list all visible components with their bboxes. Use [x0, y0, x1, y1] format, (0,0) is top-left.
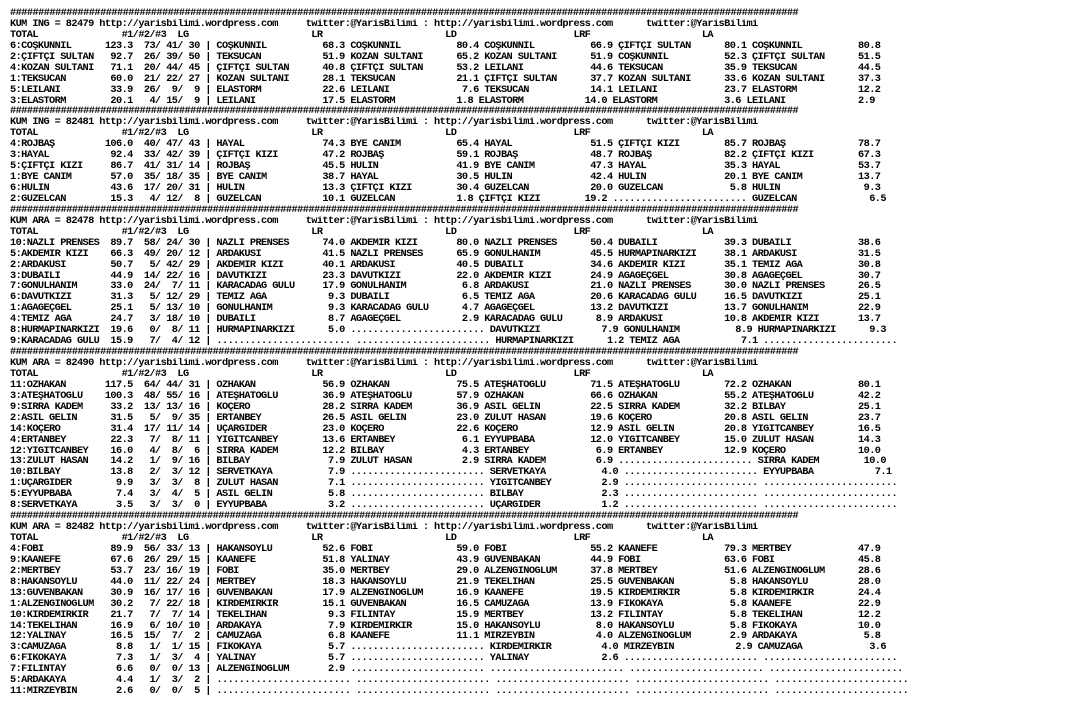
separator-line: ############################################################################################################################################ — [10, 106, 799, 118]
column-header-line: TOTAL #1/#2/#3 LG LR LD LRF LA — [10, 29, 713, 41]
race-header-line: KUM ING = 82481 http://yarisbilimi.wordpress.com twitter:@YarisBilimi : http://yarisbilimi.wordpress.com twitter:@YarisBilimi — [10, 117, 758, 129]
horse-row: 6:FİKOKAYA 7.3 1/ 3/ 4 | YALINAY 5.7 ........................ YALINAY 2.6 ........................ ........................ — [10, 653, 898, 665]
separator-line: ############################################################################################################################################ — [10, 204, 799, 216]
horse-row: 3:ATEŞHATOĞLU 100.3 48/ 55/ 16 | ATEŞHATOĞLU 36.9 ATEŞHATOĞLU 57.9 ÖZHAKAN 66.6 ÖZHAKAN 55.2 ATEŞHATOĞLU 42.2 — [10, 390, 881, 402]
horse-row: 8:HAKANSOYLU 44.0 11/ 22/ 24 | MERTBEY 18.3 HAKANSOYLU 21.9 TEKELİHAN 25.5 GÜVENBAKAN 5.8 HAKANSOYLU 28.0 — [10, 576, 881, 588]
column-header-line: TOTAL #1/#2/#3 LG LR LD LRF LA — [10, 128, 713, 140]
horse-row: 11:MİRZEYBİN 2.6 0/ 0/ 5 | ........................ ........................ ........................ ........................ ........................ — [10, 686, 909, 698]
column-header-line: TOTAL #1/#2/#3 LG LR LD LRF LA — [10, 226, 713, 238]
horse-row: 2:GÜZELCAN 15.3 4/ 12/ 8 | GÜZELCAN 10.1 GÜZELCAN 1.8 ÇİFTÇİ KIZI 19.2 ........................ GÜZELCAN 6.5 — [10, 193, 886, 205]
horse-row: 11:ÖZHAKAN 117.5 64/ 44/ 31 | ÖZHAKAN 56.9 ÖZHAKAN 75.5 ATEŞHATOĞLU 71.5 ATEŞHATOĞLU 72.2 ÖZHAKAN 80.1 — [10, 379, 881, 391]
horse-row: 3:CAMUZAĞA 8.8 1/ 1/ 15 | FİKOKAYA 5.7 ........................ KİRDEMİRKIR 4.0 MİRZEYBİN 2.9 CAMUZAĞA 3.6 — [10, 642, 886, 654]
horse-row: 8:HURMAPINARKIZI 19.6 0/ 8/ 11 | HURMAPINARKIZI 5.0 ........................ DAVUTKIZI 7.9 GÖNÜLHANIM 8.9 HURMAPINARKIZI 9.3 — [10, 325, 886, 337]
separator-line: ############################################################################################################################################ — [10, 8, 799, 19]
horse-row: 14:KOÇERO 31.4 17/ 11/ 14 | UÇARGİDER 23.0 KOÇERO 22.6 KOÇERO 12.9 ASİL GELİN 20.8 YİĞİTCANBEY 16.5 — [10, 423, 881, 435]
horse-row: 5:AKDEMİR KIZI 66.3 49/ 20/ 12 | ARDAKUSİ 41.5 NAZLI PRENSES 65.9 GÖNÜLHANIM 45.5 HURMAPINARKIZI 38.1 ARDAKUSİ 31.5 — [10, 248, 881, 260]
horse-row: 3:HAYAL 92.4 33/ 42/ 39 | ÇİFTÇİ KIZI 47.2 ROJBAŞ 59.1 ROJBAŞ 48.7 ROJBAŞ 82.2 ÇİFTÇİ KIZI 67.3 — [10, 150, 881, 162]
horse-row: 4:TEMİZ AĞA 24.7 3/ 18/ 10 | DUBAİLİ 8.7 AĞAGEÇGEL 2.9 KARACADAĞ GÜLÜ 8.9 ARDAKUSİ 10.8 AKDEMİR KIZI 13.7 — [10, 314, 881, 326]
horse-row: 10:BİLBAY 13.8 2/ 3/ 12 | SERVETKAYA 7.9 ........................ SERVETKAYA 4.0 ........................ EYYUPBABA 7.1 — [10, 467, 892, 479]
column-header-line: TOTAL #1/#2/#3 LG LR LD LRF LA — [10, 368, 713, 380]
horse-row: 7:FİLİNTAY 6.6 0/ 0/ 13 | ALZENGİNOĞLUM 2.9 ........................ ........................ ........................ ........................ — [10, 664, 903, 676]
horse-row: 6:HULİN 43.6 17/ 20/ 31 | HULİN 13.3 ÇİFTÇİ KIZI 30.4 GÜZELCAN 20.0 GÜZELCAN 5.8 HULİN 9.3 — [10, 183, 881, 194]
horse-row: 5:EYYUPBABA 7.4 3/ 4/ 5 | ASİL GELİN 5.8 ........................ BİLBAY 2.3 ........................ ........................ — [10, 489, 898, 501]
horse-row: 4:FOBİ 89.9 56/ 33/ 13 | HAKANSOYLU 52.6 FOBİ 59.0 FOBİ 55.2 KAANEFE 79.3 MERTBEY 47.9 — [10, 543, 881, 555]
horse-row: 4:ERTANBEY 22.3 7/ 8/ 11 | YİĞİTCANBEY 13.6 ERTANBEY 6.1 EYYUPBABA 12.0 YİĞİTCANBEY 15.0 ZULUT HASAN 14.3 — [10, 434, 881, 446]
horse-row: 12:YALINAY 16.5 15/ 7/ 2 | CAMUZAĞA 6.8 KAANEFE 11.1 MİRZEYBİN 4.0 ALZENGİNOĞLUM 2.9 ARDAKAYA 5.8 — [10, 631, 881, 643]
horse-row: 1:AĞAGEÇGEL 25.1 5/ 13/ 10 | GÖNÜLHANIM 9.3 KARACADAĞ GÜLÜ 4.7 AĞAGEÇGEL 13.2 DAVUTKIZI 13.7 GÖNÜLHANIM 22.9 — [10, 303, 881, 315]
horse-row: 1:TEKSUCAN 60.0 21/ 22/ 27 | KOZAN SULTANI 28.1 TEKSUCAN 21.1 ÇİFTÇİ SULTAN 37.7 KOZAN SULTANI 33.6 KOZAN SULTANI 37.3 — [10, 73, 881, 85]
race-stats-document — [10, 8, 1077, 697]
horse-row: 5:ARDAKAYA 4.4 1/ 3/ 2 | ........................ ........................ ........................ ........................ ........................ — [10, 675, 909, 687]
horse-row: 1:BYE CANIM 57.0 35/ 18/ 35 | BYE CANIM 38.7 HAYAL 30.5 HULİN 42.4 HULİN 20.1 BYE CANIM 13.7 — [10, 172, 881, 183]
horse-row: 2:ÇİFTÇİ SULTAN 92.7 26/ 39/ 50 | TEKSUCAN 51.9 KOZAN SULTANI 65.2 KOZAN SULTANI 51.9 COŞKUNNİL 52.3 ÇİFTÇİ SULTAN 51.5 — [10, 51, 881, 63]
horse-row: 6:COŞKUNNİL 123.3 73/ 41/ 30 | COŞKUNNİL 68.3 COŞKUNNİL 80.4 COŞKUNNİL 66.9 ÇİFTÇİ SULTAN 80.1 COŞKUNNİL 80.8 — [10, 40, 881, 52]
horse-row: 3:ELASTORM 20.1 4/ 15/ 9 | LEILANI 17.5 ELASTORM 1.8 ELASTORM 14.0 ELASTORM 3.6 LEILANI 2.9 — [10, 95, 875, 107]
horse-row: 10:KİRDEMİRKIR 21.7 7/ 7/ 14 | TEKELİHAN 9.3 FİLİNTAY 15.9 MERTBEY 13.2 FİLİNTAY 5.8 TEKELİHAN 12.2 — [10, 609, 881, 621]
horse-row: 10:NAZLI PRENSES 89.7 58/ 24/ 30 | NAZLI PRENSES 74.0 AKDEMİR KIZI 80.0 NAZLI PRENSES 50.4 DUBAİLİ 39.3 DUBAİLİ 38.6 — [10, 237, 881, 249]
horse-row: 14:TEKELİHAN 16.9 6/ 10/ 10 | ARDAKAYA 7.9 KİRDEMİRKIR 15.0 HAKANSOYLU 8.0 HAKANSOYLU 5.8 FİKOKAYA 10.0 — [10, 620, 881, 632]
horse-row: 9:KAANEFE 67.6 26/ 29/ 15 | KAANEFE 51.8 YALINAY 43.9 GÜVENBAKAN 44.9 FOBİ 63.6 FOBİ 45.8 — [10, 554, 881, 566]
horse-row: 12:YİĞİTCANBEY 16.0 4/ 8/ 6 | SIRRA KADEM 12.2 BİLBAY 4.3 ERTANBEY 6.9 ERTANBEY 12.9 KOÇERO 10.0 — [10, 445, 881, 457]
race-header-line: KUM ARA = 82478 http://yarisbilimi.wordpress.com twitter:@YarisBilimi : http://yarisbilimi.wordpress.com twitter:@YarisBilimi — [10, 215, 758, 227]
horse-row: 8:SERVETKAYA 3.5 3/ 3/ 0 | EYYUPBABA 3.2 ........................ UÇARGİDER 1.2 ........................ ........................ — [10, 500, 898, 512]
horse-row: 3:DUBAİLİ 44.9 14/ 22/ 16 | DAVUTKIZI 23.3 DAVUTKIZI 22.0 AKDEMİR KIZI 24.9 AĞAGEÇGEL 30.8 AĞAGEÇGEL 30.7 — [10, 270, 881, 282]
separator-line: ############################################################################################################################################ — [10, 347, 799, 358]
race-header-line: KUM ARA = 82490 http://yarisbilimi.wordpress.com twitter:@YarisBilimi : http://yarisbilimi.wordpress.com twitter:@YarisBilimi — [10, 358, 758, 369]
horse-row: 4:KOZAN SULTANI 71.1 20/ 44/ 45 | ÇİFTÇİ SULTAN 40.8 ÇİFTÇİ SULTAN 53.2 LEILANI 44.6 TEKSUCAN 35.9 TEKSUCAN 44.5 — [10, 62, 881, 74]
horse-row: 9:SIRRA KADEM 33.2 13/ 13/ 16 | KOÇERO 28.2 SIRRA KADEM 36.9 ASİL GELİN 22.5 SIRRA KADEM 32.2 BİLBAY 25.1 — [10, 401, 881, 413]
horse-row: 1:ALZENGİNOĞLUM 30.2 7/ 22/ 18 | KİRDEMİRKIR 15.1 GÜVENBAKAN 16.5 CAMUZAĞA 13.9 FİKOKAYA 5.8 KAANEFE 22.9 — [10, 598, 881, 610]
horse-row: 5:ÇİFTÇİ KIZI 86.7 41/ 31/ 14 | ROJBAŞ 45.5 HULİN 41.9 BYE CANIM 47.3 HAYAL 35.3 HAYAL 53.7 — [10, 161, 881, 173]
horse-row: 2:ASİL GELİN 31.5 5/ 9/ 35 | ERTANBEY 26.5 ASİL GELİN 23.0 ZULUT HASAN 19.6 KOÇERO 20.8 ASİL GELİN 23.7 — [10, 412, 881, 424]
horse-row: 7:GÖNÜLHANIM 33.0 24/ 7/ 11 | KARACADAĞ GÜLÜ 17.9 GÖNÜLHANIM 6.8 ARDAKUSİ 21.0 NAZLI PRENSES 30.0 NAZLI PRENSES 26.5 — [10, 281, 881, 293]
horse-row: 4:ROJBAŞ 106.0 40/ 47/ 43 | HAYAL 74.3 BYE CANIM 65.4 HAYAL 51.5 ÇİFTÇİ KIZI 85.7 ROJBAŞ 78.7 — [10, 139, 881, 151]
race-header-line: KUM ING = 82479 http://yarisbilimi.wordpress.com twitter:@YarisBilimi : http://yarisbilimi.wordpress.com twitter:@YarisBilimi — [10, 18, 758, 30]
horse-row: 5:LEILANI 33.9 26/ 9/ 9 | ELASTORM 22.6 LEILANI 7.6 TEKSUCAN 14.1 LEILANI 23.7 ELASTORM 12.2 — [10, 84, 881, 96]
separator-line: ############################################################################################################################################ — [10, 511, 799, 523]
race-header-line: KUM ARA = 82482 http://yarisbilimi.wordpress.com twitter:@YarisBilimi : http://yarisbilimi.wordpress.com twitter:@YarisBilimi — [10, 522, 758, 533]
horse-row: 13:GÜVENBAKAN 30.9 16/ 17/ 16 | GÜVENBAKAN 17.9 ALZENGİNOĞLUM 16.9 KAANEFE 19.5 KİRDEMİRKIR 5.8 KİRDEMİRKIR 24.4 — [10, 587, 881, 599]
horse-row: 2:ARDAKUSİ 50.7 5/ 42/ 29 | AKDEMİR KIZI 40.1 ARDAKUSİ 40.5 DUBAİLİ 34.6 AKDEMİR KIZI 35.1 TEMİZ AĞA 30.8 — [10, 259, 881, 271]
horse-row: 2:MERTBEY 53.7 23/ 16/ 19 | FOBİ 35.0 MERTBEY 29.0 ALZENGİNOĞLUM 37.8 MERTBEY 51.6 ALZENGİNOĞLUM 28.6 — [10, 565, 881, 577]
horse-row: 6:DAVUTKIZI 31.3 5/ 12/ 29 | TEMİZ AĞA 9.3 DUBAİLİ 6.5 TEMİZ AĞA 20.6 KARACADAĞ GÜLÜ 16.5 DAVUTKIZI 25.1 — [10, 292, 881, 304]
column-header-line: TOTAL #1/#2/#3 LG LR LD LRF LA — [10, 533, 713, 544]
horse-row: 13:ZULUT HASAN 14.2 1/ 9/ 16 | BİLBAY 7.9 ZULUT HASAN 2.9 SIRRA KADEM 6.9 ........................ SIRRA KADEM 10.0 — [10, 456, 886, 468]
horse-row: 9:KARACADAĞ GÜLÜ 15.9 7/ 4/ 12 | ........................ ........................ HURMAPINARKIZI 1.2 TEMİZ AĞA 7.1 ........................ — [10, 336, 898, 348]
horse-row: 1:UÇARGİDER 9.9 3/ 3/ 8 | ZULUT HASAN 7.1 ........................ YİĞİTCANBEY 2.9 ........................ ........................ — [10, 478, 898, 490]
